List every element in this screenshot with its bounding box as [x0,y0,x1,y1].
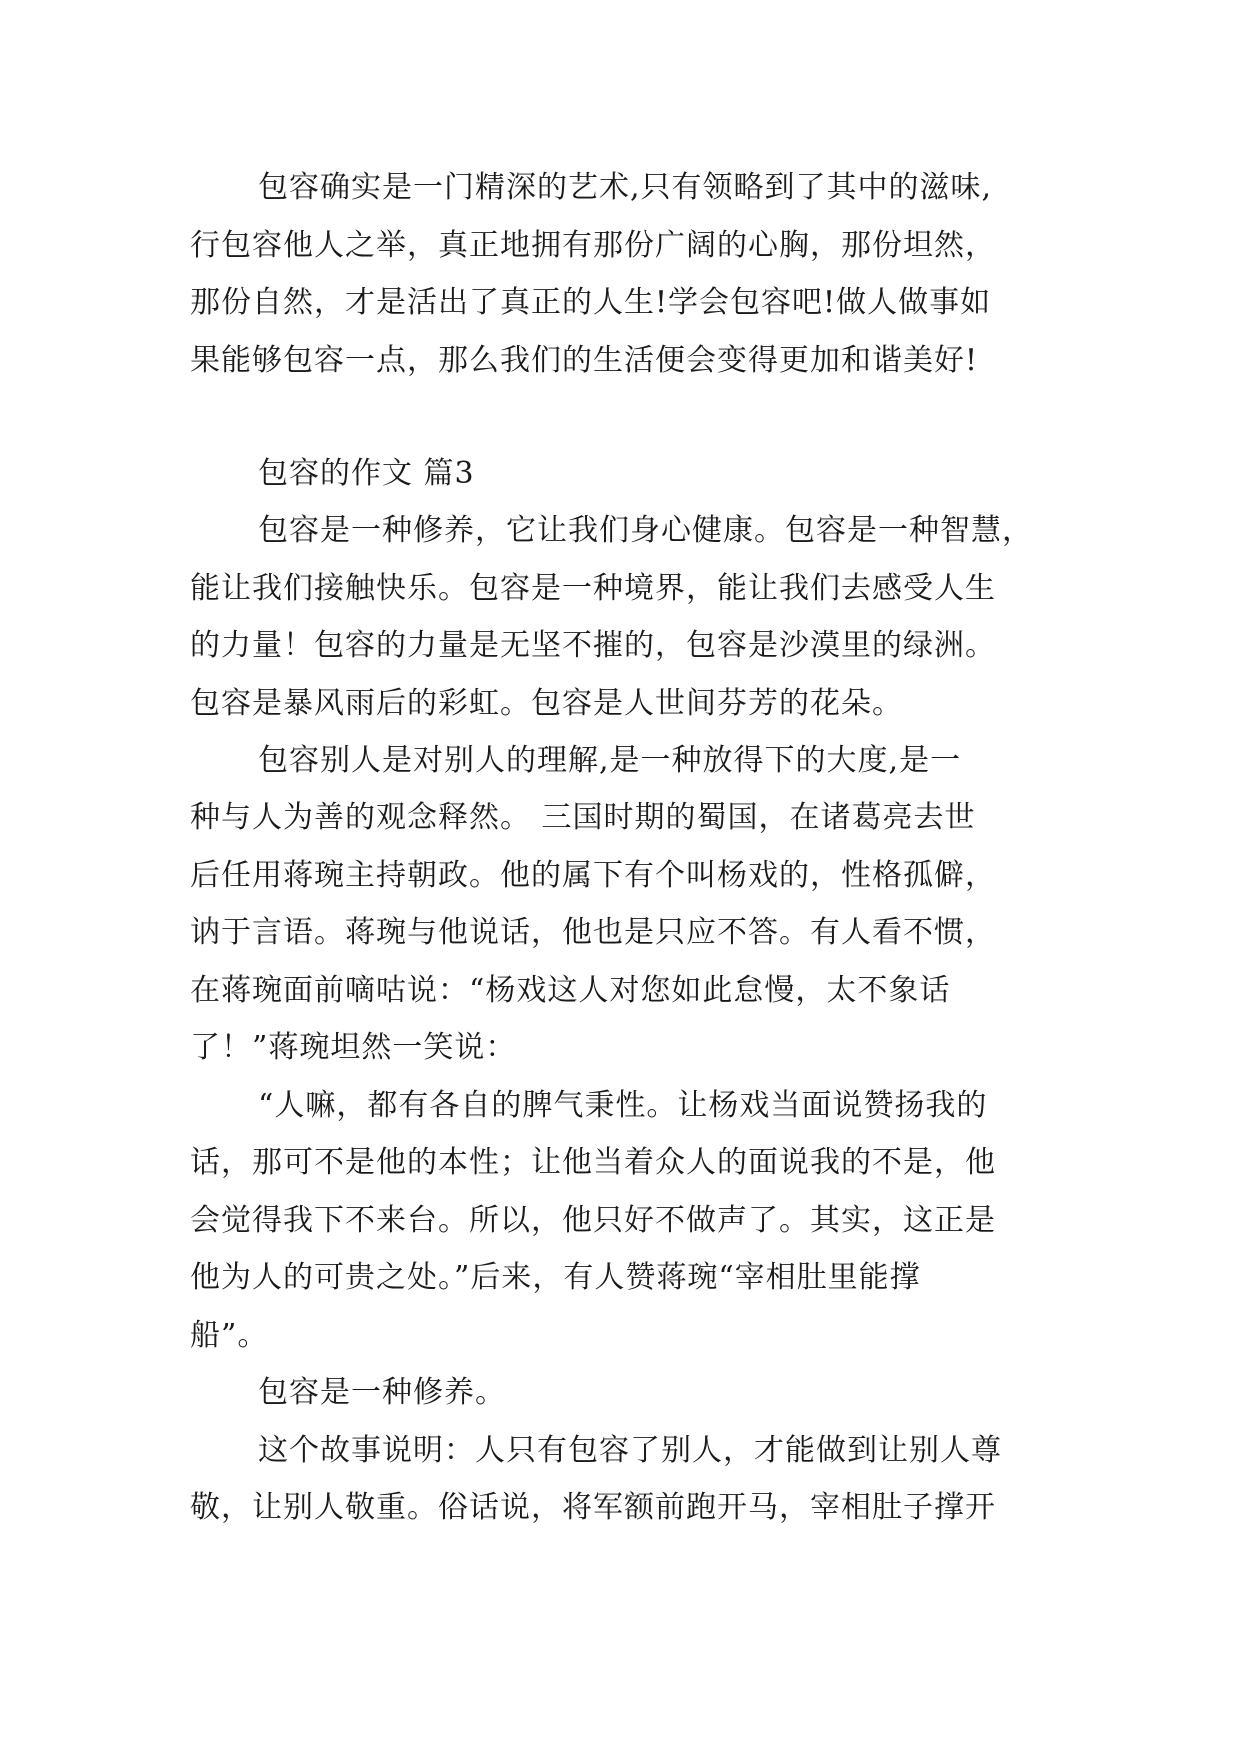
paragraph-line: 种与人为善的观念释然。 三国时期的蜀国，在诸葛亮去世 [190,800,976,835]
paragraph-line: 包容是一种修养。 [258,1375,506,1410]
paragraph-line: 船”。 [190,1318,269,1353]
paragraph-line: 行包容他人之举，真正地拥有那份广阔的心胸，那份坦然， [190,228,996,263]
paragraph-line: 包容确实是一门精深的艺术,只有领略到了其中的滋味, [258,170,993,205]
paragraph-line: 后任用蒋琬主持朝政。他的属下有个叫杨戏的，性格孤僻， [190,858,996,893]
paragraph-line: 那份自然，才是活出了真正的人生!学会包容吧!做人做事如 [190,285,992,320]
paragraph-line: 包容别人是对别人的理解,是一种放得下的大度,是一 [258,743,962,778]
paragraph-line: 在蒋琬面前嘀咕说：“杨戏这人对您如此怠慢，太不象话 [190,973,951,1008]
paragraph-line: 果能够包容一点，那么我们的生活便会变得更加和谐美好! [190,343,979,378]
paragraph-line: “人嘛，都有各自的脾气秉性。让杨戏当面说赞扬我的 [258,1088,988,1123]
paragraph-line: 包容是暴风雨后的彩虹。包容是人世间芬芳的花朵。 [190,686,903,721]
paragraph-line: 他为人的可贵之处。”后来，有人赞蒋琬“宰相肚里能撑 [190,1260,921,1295]
paragraph-line: 了！”蒋琬坦然一笑说： [190,1030,517,1065]
paragraph-line: 话，那可不是他的本性；让他当着众人的面说我的不是，他 [190,1145,996,1180]
section-heading: 包容的作文 篇3 [258,456,475,491]
paragraph-line: 会觉得我下不来台。所以，他只好不做声了。其实，这正是 [190,1203,996,1238]
paragraph-line: 讷于言语。蒋琬与他说话，他也是只应不答。有人看不惯， [190,915,996,950]
paragraph-line: 包容是一种修养，它让我们身心健康。包容是一种智慧， [258,513,1033,548]
paragraph-line: 这个故事说明：人只有包容了别人，才能做到让别人尊 [258,1433,1002,1468]
paragraph-line: 敬，让别人敬重。俗话说，将军额前跑开马，宰相肚子撑开 [190,1490,996,1525]
paragraph-line: 能让我们接触快乐。包容是一种境界，能让我们去感受人生 [190,571,996,606]
paragraph-line: 的力量！包容的力量是无坚不摧的，包容是沙漠里的绿洲。 [190,628,996,663]
